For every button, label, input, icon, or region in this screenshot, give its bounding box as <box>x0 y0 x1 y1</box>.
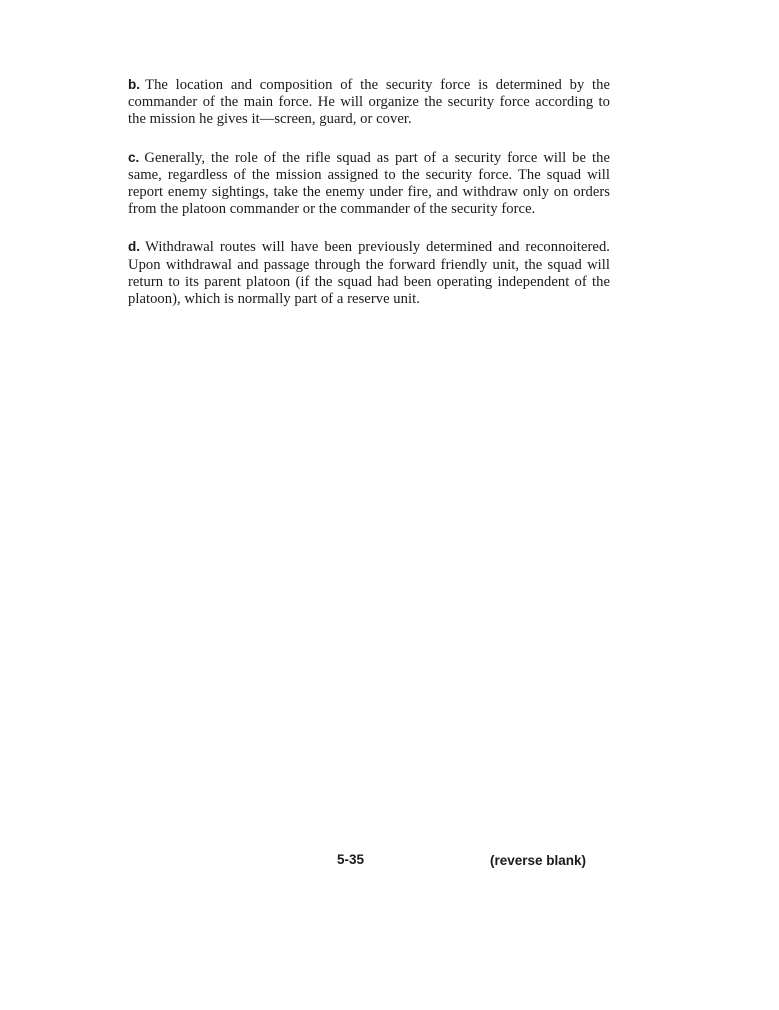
paragraph-d <box>128 238 610 308</box>
paragraph-text: Withdrawal routes will have been previously determined and reconnoitered. Upon withdrawal and passage through the forward friendly unit, the squad will return to its parent platoon (if the squad had been operating independent of the platoon), which is normally part of a reserve unit. <box>128 239 610 308</box>
document-body <box>128 76 610 328</box>
paragraph-text: Generally, the role of the rifle squad as part of a security force will be the same, regardless of the mission assigned to the security force. The squad will report enemy sightings, take the enemy under fire, and withdraw only on orders from the platoon commander or the commander of the security force. <box>128 149 610 218</box>
paragraph-b <box>128 76 610 129</box>
paragraph-label: b. <box>128 77 141 92</box>
paragraph-text: The location and composition of the security force is determined by the commander of the main force. He will organize the security force according to the mission he gives it—screen, guard, or cover. <box>128 77 610 128</box>
paragraph-label: d. <box>128 239 141 255</box>
reverse-blank-note: (reverse blank) <box>490 853 587 868</box>
paragraph-c <box>128 149 610 219</box>
paragraph-label: c. <box>128 149 140 165</box>
page-number: 5-35 <box>337 852 365 867</box>
